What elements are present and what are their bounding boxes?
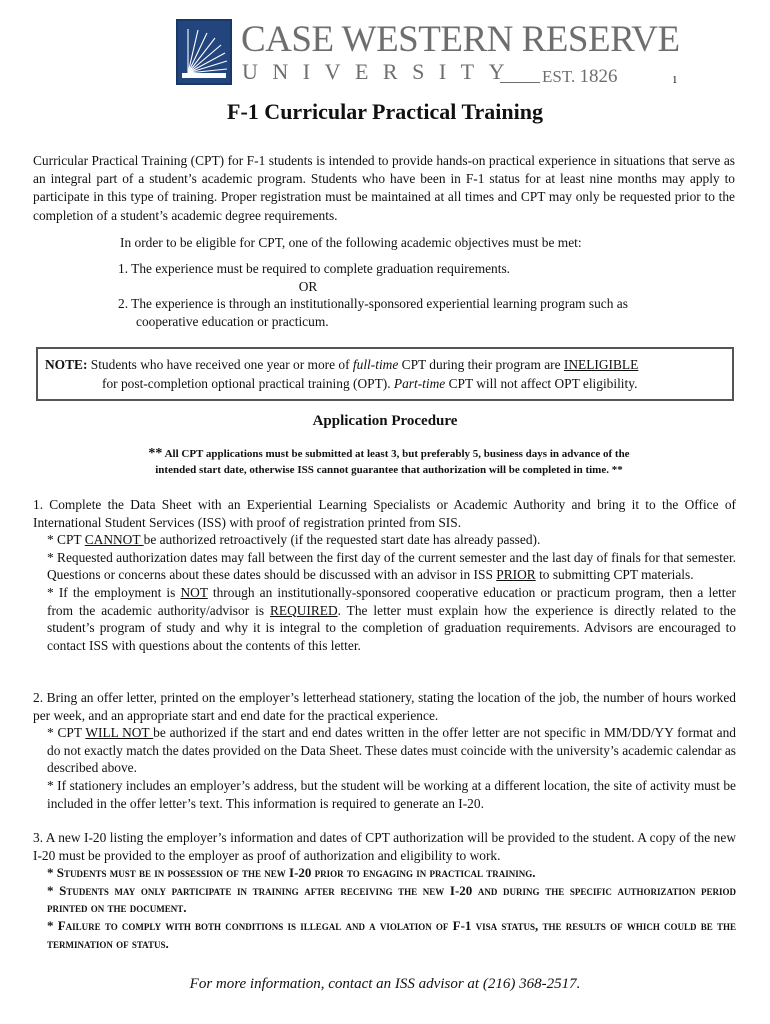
eligibility-item-1: 1. The experience must be required to complete graduation requirements.: [118, 261, 511, 276]
eligibility-list: [118, 260, 718, 330]
est-year: 1826: [579, 66, 618, 87]
step-3-bullet-2: * Students may only participate in training after receiving the new I-20 and during the specific authorization period printed on the document.: [47, 882, 736, 916]
intro-paragraph: Curricular Practical Training (CPT) for F-1 students is intended to provide hands-on practical experience in situations that serve as an integral part of a student’s academic program. Students who have been in F-1 status for at least nine months may apply to participate in this type of training. Proper registration must be maintained at all times and CPT may only be requested prior to the completion of a student’s academic degree requirements.: [33, 153, 735, 223]
eligibility-item-2-cont: cooperative education or practicum.: [136, 313, 329, 329]
eligibility-item-2: 2. The experience is through an institutionally-sponsored experiential learning program such as: [118, 296, 628, 312]
step-3-text: 3. A new I-20 listing the employer’s information and dates of CPT authorization will be provided to the student. A copy of the new I-20 must be provided to the employer as proof of authorization and eligibility to work.: [33, 830, 736, 863]
note-label: NOTE:: [45, 357, 88, 372]
application-notice: [104, 446, 674, 478]
step-2-text: 2. Bring an offer letter, printed on the employer’s letterhead stationery, stating the location of the job, the number of hours worked per week, and an appropriate start and end date for the practical experience.: [33, 690, 736, 723]
note-ineligible: INELIGIBLE: [563, 357, 639, 372]
step-1-bullet-1: * CPT CANNOT be authorized retroactively (if the requested start date has already passed).: [47, 532, 541, 548]
footer-contact: For more information, contact an ISS advisor at (216) 368-2517.: [189, 976, 581, 992]
note-text-3: for post-completion optional practical training (OPT).: [102, 376, 394, 391]
step-2: [33, 689, 736, 812]
page-title: F-1 Curricular Practical Training: [227, 99, 543, 124]
note-full-time: full-time: [352, 357, 399, 372]
notice-stars: **: [148, 446, 163, 461]
step-2-bullet-2: * If stationery includes an employer’s address, but the student will be working at a different location, the site of activity must be included in the offer letter’s text. This information is required to generate an I-20.: [47, 777, 736, 811]
university-logo-shield: [176, 19, 232, 85]
step-3: [33, 829, 736, 952]
step-3-bullet-3: * Failure to comply with both conditions is illegal and a violation of F-1 visa status, the results of which could be the termination of status.: [47, 917, 736, 951]
step-1-bullet-3: * If the employment is NOT through an institutionally-sponsored cooperative education or practicum program, then a letter from the academic authority/advisor is REQUIRED. The letter must explain how the experience is directly related to the student’s program of study and why it is integral to the completion of graduation requirements. Advisors are encouraged to contact ISS with questions about the contents of this letter.: [47, 584, 737, 653]
est-label: EST.: [542, 67, 576, 86]
eligibility-or: OR: [298, 278, 318, 294]
step-1: [33, 496, 736, 654]
note-part-time: Part-time: [393, 376, 446, 391]
sunburst-icon: [178, 21, 230, 83]
note-text-2: CPT during their program are: [398, 357, 564, 372]
notice-line-2: intended start date, otherwise ISS cannot guarantee that authorization will be completed in time. **: [155, 464, 623, 476]
logo-divider: [500, 82, 540, 83]
page-number: 1: [672, 74, 678, 86]
note-text-1: Students who have received one year or more of: [87, 357, 353, 372]
logo-university-name: CASE WESTERN RESERVE: [241, 19, 680, 60]
notice-line-1: All CPT applications must be submitted at least 3, but preferably 5, business days in advance of the: [162, 448, 630, 460]
step-3-bullet-1: * Students must be in possession of the new I-20 prior to engaging in practical training.: [47, 865, 536, 881]
eligibility-lead: In order to be eligible for CPT, one of the following academic objectives must be met:: [120, 235, 582, 250]
application-heading: Application Procedure: [312, 413, 458, 429]
note-text-4: CPT will not affect OPT eligibility.: [445, 376, 638, 391]
logo-established: [542, 67, 617, 87]
step-1-bullet-2: * Requested authorization dates may fall between the first day of the current semester and the last day of finals for that semester. Questions or concerns about these dates should be discussed with an advisor in ISS PRIOR to submitting CPT materials.: [47, 549, 737, 583]
logo-university-word: UNIVERSITY: [242, 59, 519, 84]
step-1-text: 1. Complete the Data Sheet with an Experiential Learning Specialists or Academic Authority and bring it to the Office of International Student Services (ISS) with proof of registration printed from SIS.: [33, 497, 736, 530]
step-2-bullet-1: * CPT WILL NOT be authorized if the start and end dates written in the offer letter are not specific in MM/DD/YY format and do not exactly match the dates provided on the Data Sheet. These dates must coincide with the university’s academic calendar as described above.: [47, 725, 736, 776]
note-text: [45, 355, 725, 393]
